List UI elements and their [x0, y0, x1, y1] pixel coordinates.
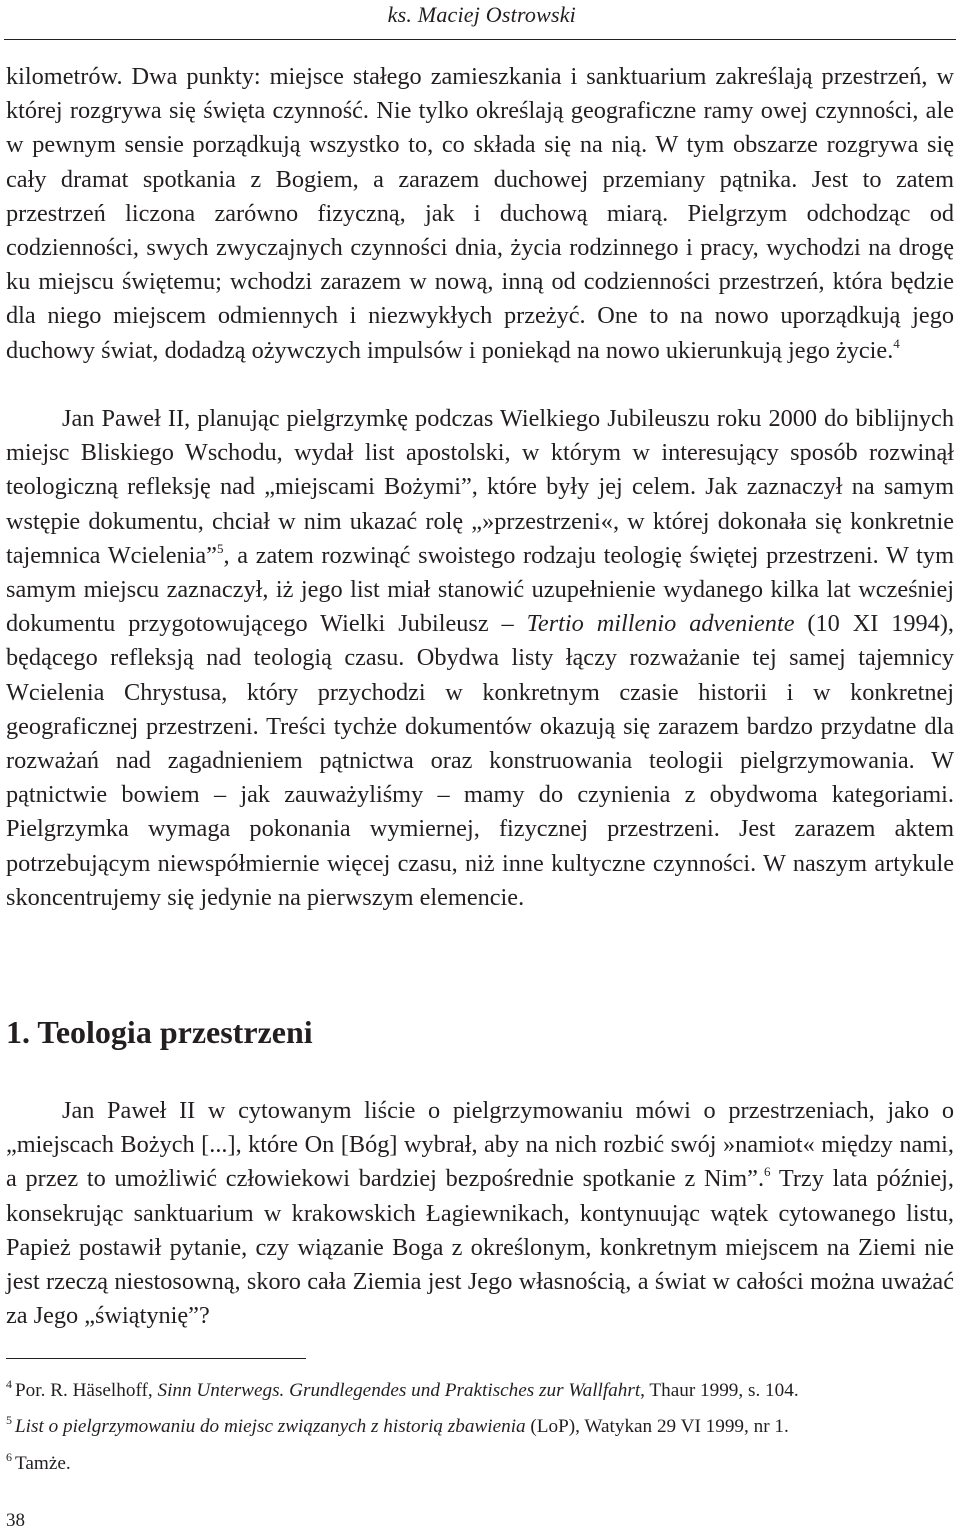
section-heading: 1. Teologia przestrzeni — [6, 1014, 313, 1050]
footnote-6 — [6, 1451, 71, 1477]
paragraph-2-text-part-3: (10 XI 1994), będącego refleksją nad teologią czasu. Obydwa listy łączy rozważanie tej samej tajemnicy Wcielenia Chrystusa, który przychodzi w konkretnym czasie historii i w konkretnej geograficznej przestrzeni. Treści tychże dokumentów okazują się zarazem bardzo przydatne dla rozważań nad zagadnieniem pątnictwa oraz konstruowania teologii pielgrzymowania. W pątnictwie bowiem – jak zauważyliśmy – mamy do czynienia z obydwoma kategoriami. Pielgrzymka wymaga pokonania wymiernej, fizycznej przestrzeni. Jest zarazem aktem potrzebującym niewspółmiernie więcej czasu, niż inne kultyczne czynności. W naszym artykule skoncentrujemy się jedynie na pierwszym elemencie. — [6, 610, 954, 911]
footnote-4 — [6, 1378, 799, 1404]
footnote-5 — [6, 1414, 789, 1440]
footnote-ref-4[interactable]: 4 — [893, 335, 900, 351]
footnote-text: Por. R. Häselhoff, — [15, 1380, 158, 1401]
header-rule — [4, 39, 956, 40]
footnote-number: 4 — [6, 1377, 12, 1391]
footnote-book-title: List o pielgrzymowaniu do miejsc związanych z historią zbawienia — [15, 1416, 526, 1437]
paragraph-3-text-part-2: Trzy lata później, konsekrując sanktuarium w krakowskich Łagiewnikach, kontynuując wątek cytowanego listu, Papież postawił pytanie, czy wiązanie Boga z określonym, konkretnym miejscem na Ziemi nie jest rzeczą niestosowną, skoro cała Ziemia jest Jego własnością, a świat w całości można uważać za Jego „świątynię”? — [6, 1165, 955, 1330]
footnote-text-end: , Thaur 1999, s. 104. — [640, 1380, 799, 1401]
paragraph-2-text-part-2: , a zatem rozwinąć swoistego rodzaju teologię świętej przestrzeni. W tym samym miejscu zaznaczył, iż jego list miał stanowić uzupełnienie wydanego kilka lat wcześniej dokumentu przygotowującego Wielki Jubileusz – — [6, 541, 954, 638]
paragraph-2-text-part-1: Jan Paweł II, planując pielgrzymkę podczas Wielkiego Jubileuszu roku 2000 do biblijnych miejsc Bliskiego Wschodu, wydał list apostolski, w którym w interesujący sposób rozwinął teologiczną refleksję nad „miejscami Bożymi”, które były jej celem. Jak zaznaczył na samym wstępie dokumentu, chciał w nim ukazać rolę „»przestrzeni«, w której dokonała się konkretnie tajemnica Wcielenia” — [6, 405, 954, 569]
footnote-ref-5[interactable]: 5 — [216, 540, 224, 556]
footnote-number: 6 — [6, 1450, 12, 1464]
running-head-author: ks. Maciej Ostrowski — [387, 2, 576, 27]
body-paragraph-3 — [6, 1094, 954, 1333]
body-paragraph-1 — [6, 60, 954, 368]
page-number: 38 — [6, 1510, 25, 1531]
document-title-italic: Tertio millenio adveniente — [526, 610, 795, 638]
paragraph-1-text: kilometrów. Dwa punkty: miejsce stałego zamieszkania i sanktuarium zakreślają przestrzeń, w której rozgrywa się święta czynność. Nie tylko określają geograficzne ramy owej czynności, ale w pewnym sensie porządkują wszystko to, co składa się na nią. W tym obszarze rozgrywa się cały dramat spotkania z Bogiem, a zarazem duchowej przemiany pątnika. Jest to zatem przestrzeń liczona zarówno fizyczną, jak i duchową miarą. Pielgrzym odchodząc od codzienności, swych zwyczajnych czynności dnia, życia rodzinnego i pracy, wychodzi na drogę ku miejscu świętemu; wchodzi zarazem w nową, inną od codzienności przestrzeń, która będzie dla niego miejscem odmiennych i niezwykłych przeżyć. One to na nowo uporządkują jego duchowy świat, dodadzą ożywczych impulsów i poniekąd na nowo ukierunkują jego życie. — [6, 63, 954, 364]
footnote-text: Tamże. — [15, 1453, 71, 1474]
footnote-separator — [6, 1358, 306, 1359]
footnote-book-title: Sinn Unterwegs. Grundlegendes und Praktisches zur Wallfahrt — [157, 1380, 641, 1401]
body-paragraph-2 — [6, 402, 954, 915]
footnote-text-end: (LoP), Watykan 29 VI 1999, nr 1. — [525, 1416, 789, 1437]
footnote-ref-6[interactable]: 6 — [764, 1164, 771, 1180]
paragraph-3-text-part-1: Jan Paweł II w cytowanym liście o pielgrzymowaniu mówi o przestrzeniach, jako o „miejscach Bożych [...], które On [Bóg] wybrał, aby na nich rozbić swój »namiot« między nami, a przez to umożliwić człowiekowi bardziej bezpośrednie spotkanie z Nim”. — [6, 1097, 954, 1193]
footnote-number: 5 — [6, 1413, 12, 1427]
